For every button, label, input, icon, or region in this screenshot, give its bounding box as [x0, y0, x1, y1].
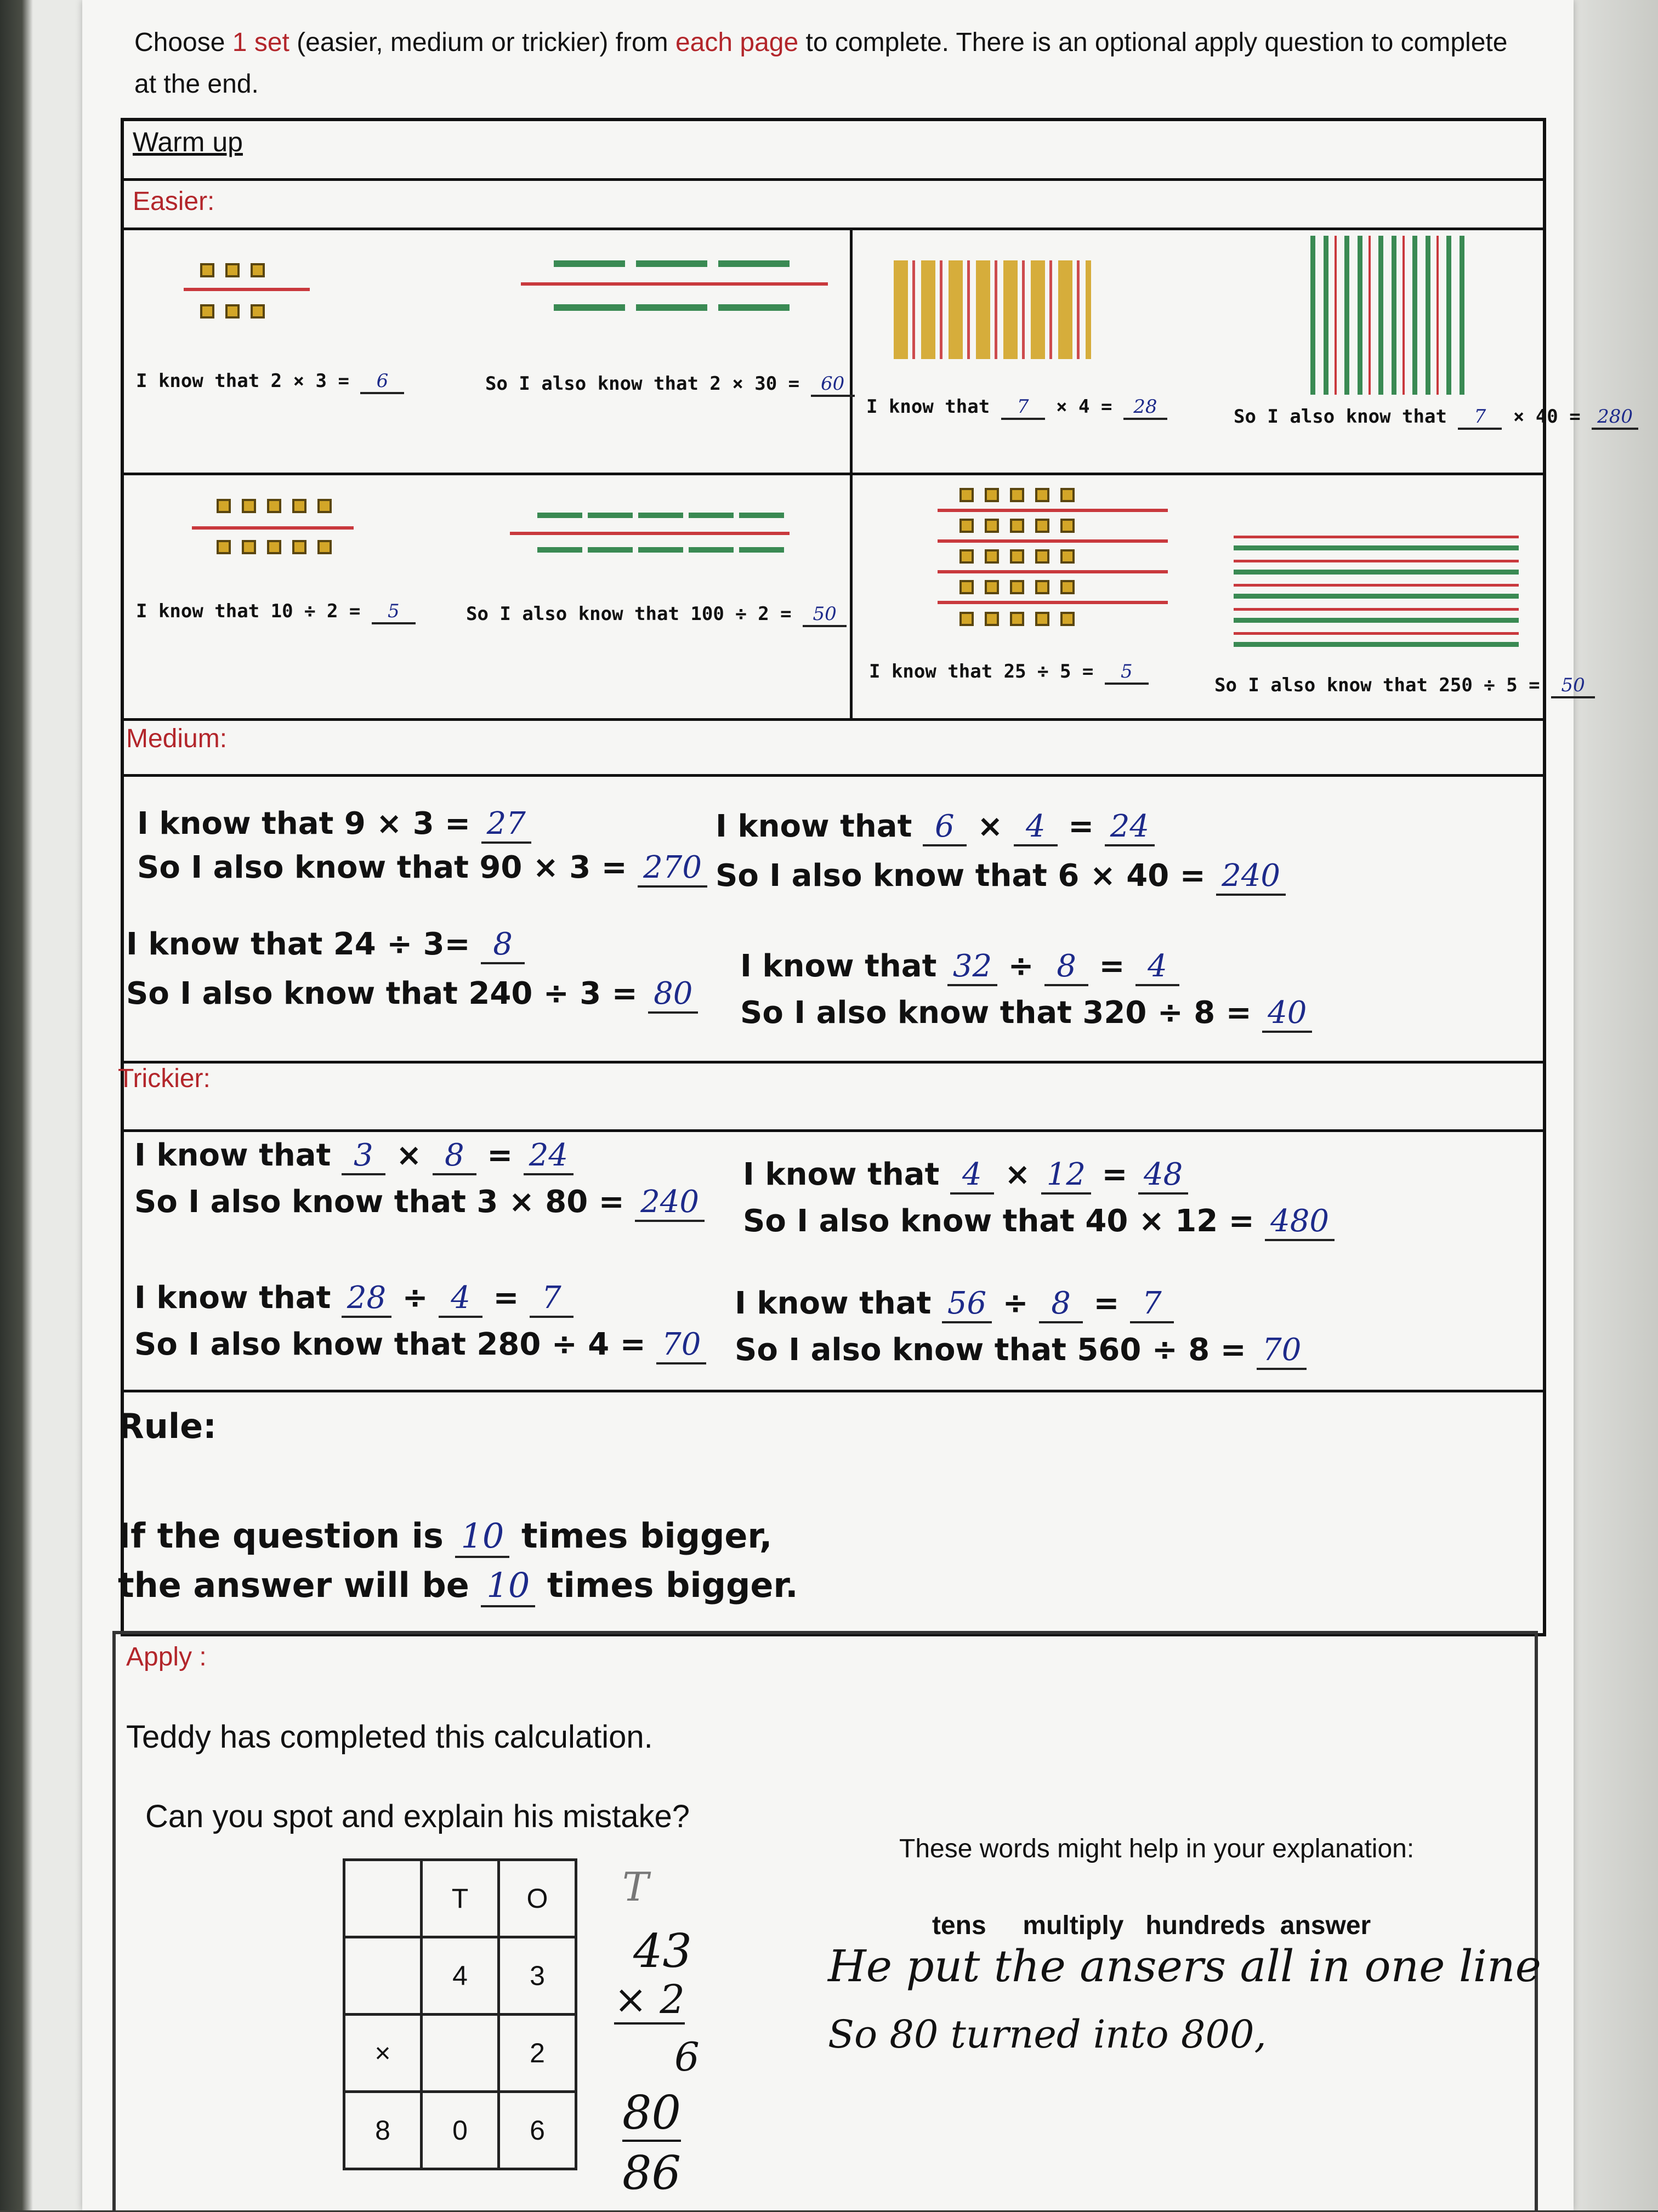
medium-q4b: So I also know that 320 ÷ 8 = 40 [740, 995, 1312, 1033]
trickier-q2a: I know that 4 × 12 = 48 [743, 1157, 1188, 1195]
medium-q3a: I know that 24 ÷ 3= 8 [126, 926, 525, 964]
easier-q4: So I also know that 7 × 40 = 280 [1234, 406, 1638, 430]
cube-rows [938, 488, 1168, 647]
trickier-q1a: I know that 3 × 8 = 24 [134, 1138, 574, 1175]
trickier-q3a: I know that 28 ÷ 4 = 7 [134, 1280, 574, 1318]
divider [121, 1129, 1546, 1132]
divider [121, 178, 1546, 181]
rod-rows [1234, 529, 1519, 647]
divider [121, 774, 1546, 777]
rod-group [537, 513, 790, 518]
divider [121, 473, 1546, 475]
medium-q2a: I know that 6 × 4 = 24 [716, 809, 1155, 846]
easier-q6: So I also know that 100 ÷ 2 = 50 [466, 603, 847, 627]
rod-group [537, 547, 790, 553]
rod-columns [1310, 236, 1469, 395]
divider [121, 718, 1546, 721]
help-text: These words might help in your explanation: [899, 1834, 1415, 1863]
working-t: T [622, 1864, 649, 1910]
easier-q7: I know that 25 ÷ 5 = 5 [869, 661, 1149, 685]
easier-label: Easier: [133, 187, 215, 216]
trickier-q1b: So I also know that 3 × 80 = 240 [134, 1184, 705, 1222]
trickier-q4b: So I also know that 560 ÷ 8 = 70 [735, 1332, 1307, 1370]
working-86: 86 [622, 2146, 681, 2200]
working-80: 80 [622, 2086, 681, 2142]
easier-q8: So I also know that 250 ÷ 5 = 50 [1214, 674, 1595, 698]
trickier-q4a: I know that 56 ÷ 8 = 7 [735, 1286, 1174, 1323]
medium-q1b: So I also know that 90 × 3 = 270 [137, 850, 707, 888]
apply-label: Apply : [126, 1642, 207, 1671]
apply-line1: Teddy has completed this calculation. [126, 1719, 653, 1755]
cube-group [200, 304, 265, 319]
help-words: tens multiply hundreds answer [932, 1911, 1371, 1940]
cube-group [200, 263, 265, 277]
divider [121, 1061, 1546, 1064]
easier-q1: I know that 2 × 3 = 6 [136, 370, 404, 394]
medium-label: Medium: [126, 724, 228, 753]
medium-q1a: I know that 9 × 3 = 27 [137, 806, 531, 844]
group-divider [192, 526, 354, 530]
place-value-table: T O 4 3 × 2 8 0 6 [343, 1858, 577, 2170]
divider [121, 228, 1546, 230]
ten-rod [554, 260, 625, 267]
worksheet-page [82, 0, 1633, 2210]
ten-rod [718, 304, 790, 311]
easier-q3: I know that 7 × 4 = 28 [866, 396, 1167, 420]
trickier-q2b: So I also know that 40 × 12 = 480 [743, 1203, 1335, 1241]
warm-up-heading: Warm up [133, 127, 243, 157]
ten-rod [554, 304, 625, 311]
trickier-label: Trickier: [118, 1064, 211, 1093]
medium-q3b: So I also know that 240 ÷ 3 = 80 [126, 976, 698, 1014]
group-divider [510, 532, 790, 535]
cube-group [217, 499, 332, 513]
trickier-q3b: So I also know that 280 ÷ 4 = 70 [134, 1327, 706, 1364]
explanation-line2: So 80 turned into 800, [828, 2012, 1267, 2057]
easier-q2: So I also know that 2 × 30 = 60 [485, 373, 855, 397]
ten-rod [636, 304, 707, 311]
easier-q5: I know that 10 ÷ 2 = 5 [136, 600, 416, 624]
divider [850, 228, 853, 718]
rule-line2: the answer will be 10 times bigger. [118, 1565, 798, 1607]
rule-title: Rule: [118, 1406, 217, 1446]
medium-q4a: I know that 32 ÷ 8 = 4 [740, 948, 1179, 986]
divider [121, 1390, 1546, 1392]
group-divider [184, 288, 310, 291]
apply-line2: Can you spot and explain his mistake? [145, 1799, 690, 1834]
working-43: 43 [633, 1924, 692, 1978]
working-times-2: × 2 [614, 1976, 685, 2025]
group-divider [521, 282, 828, 286]
cube-columns [894, 260, 1091, 359]
ten-rod [636, 260, 707, 267]
working-6: 6 [674, 2034, 700, 2080]
ten-rod [718, 260, 790, 267]
instructions: Choose 1 set (easier, medium or trickier) from each page to complete. There is an optional apply question to complete at the end. [134, 28, 1508, 99]
rule-line1: If the question is 10 times bigger, [118, 1516, 772, 1558]
cube-group [217, 540, 332, 554]
medium-q2b: So I also know that 6 × 40 = 240 [716, 858, 1286, 896]
explanation-line1: He put the ansers all in one line [828, 1941, 1541, 1992]
